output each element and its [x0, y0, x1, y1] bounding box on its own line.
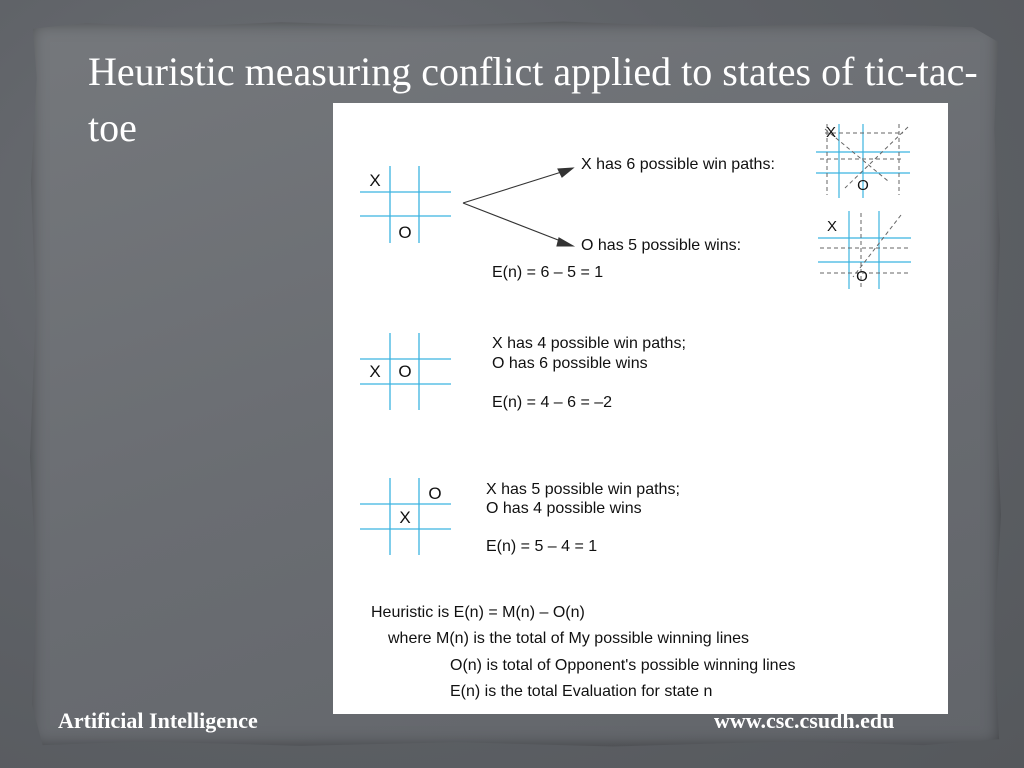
state1-o-mark: O	[398, 223, 412, 242]
state2-eval: E(n) = 4 – 6 = –2	[492, 394, 613, 411]
figure-lines	[333, 103, 948, 714]
state2-x-paths: X has 4 possible win paths;	[492, 335, 686, 352]
state1-o-wins: O has 5 possible wins:	[581, 237, 742, 254]
state3-x-mark: X	[399, 508, 411, 527]
state1-x-mark: X	[369, 171, 381, 190]
state1-eval: E(n) = 6 – 5 = 1	[492, 264, 604, 281]
footer-website: www.csc.csudh.edu	[714, 708, 895, 733]
state3-o-wins: O has 4 possible wins	[486, 500, 642, 517]
heuristic-line1: Heuristic is E(n) = M(n) – O(n)	[371, 604, 585, 621]
state3-x-paths: X has 5 possible win paths;	[486, 481, 680, 498]
state2-o-wins: O has 6 possible wins	[492, 355, 648, 372]
slide-title: Heuristic measuring conflict applied to states of tic-tac-toe	[88, 49, 978, 150]
mini2-o-mark: O	[856, 268, 868, 285]
state2-o-mark: O	[398, 362, 412, 381]
state2-x-mark: X	[369, 362, 381, 381]
heuristic-line2: where M(n) is the total of My possible winning lines	[388, 630, 750, 647]
heuristic-line4: E(n) is the total Evaluation for state n	[450, 683, 713, 700]
heuristic-line3: O(n) is total of Opponent's possible winning lines	[450, 657, 796, 674]
state3-eval: E(n) = 5 – 4 = 1	[486, 538, 598, 555]
state3-o-mark: O	[428, 484, 442, 503]
branch-arrows	[463, 168, 573, 246]
mini1-x-mark: X	[825, 124, 836, 141]
mini1-o-mark: O	[857, 177, 869, 194]
mini2-x-mark: X	[826, 218, 837, 235]
state1-x-paths: X has 6 possible win paths:	[581, 156, 775, 173]
tic-tac-toe-figure	[333, 103, 948, 714]
footer-course-name: Artificial Intelligence	[58, 708, 258, 733]
